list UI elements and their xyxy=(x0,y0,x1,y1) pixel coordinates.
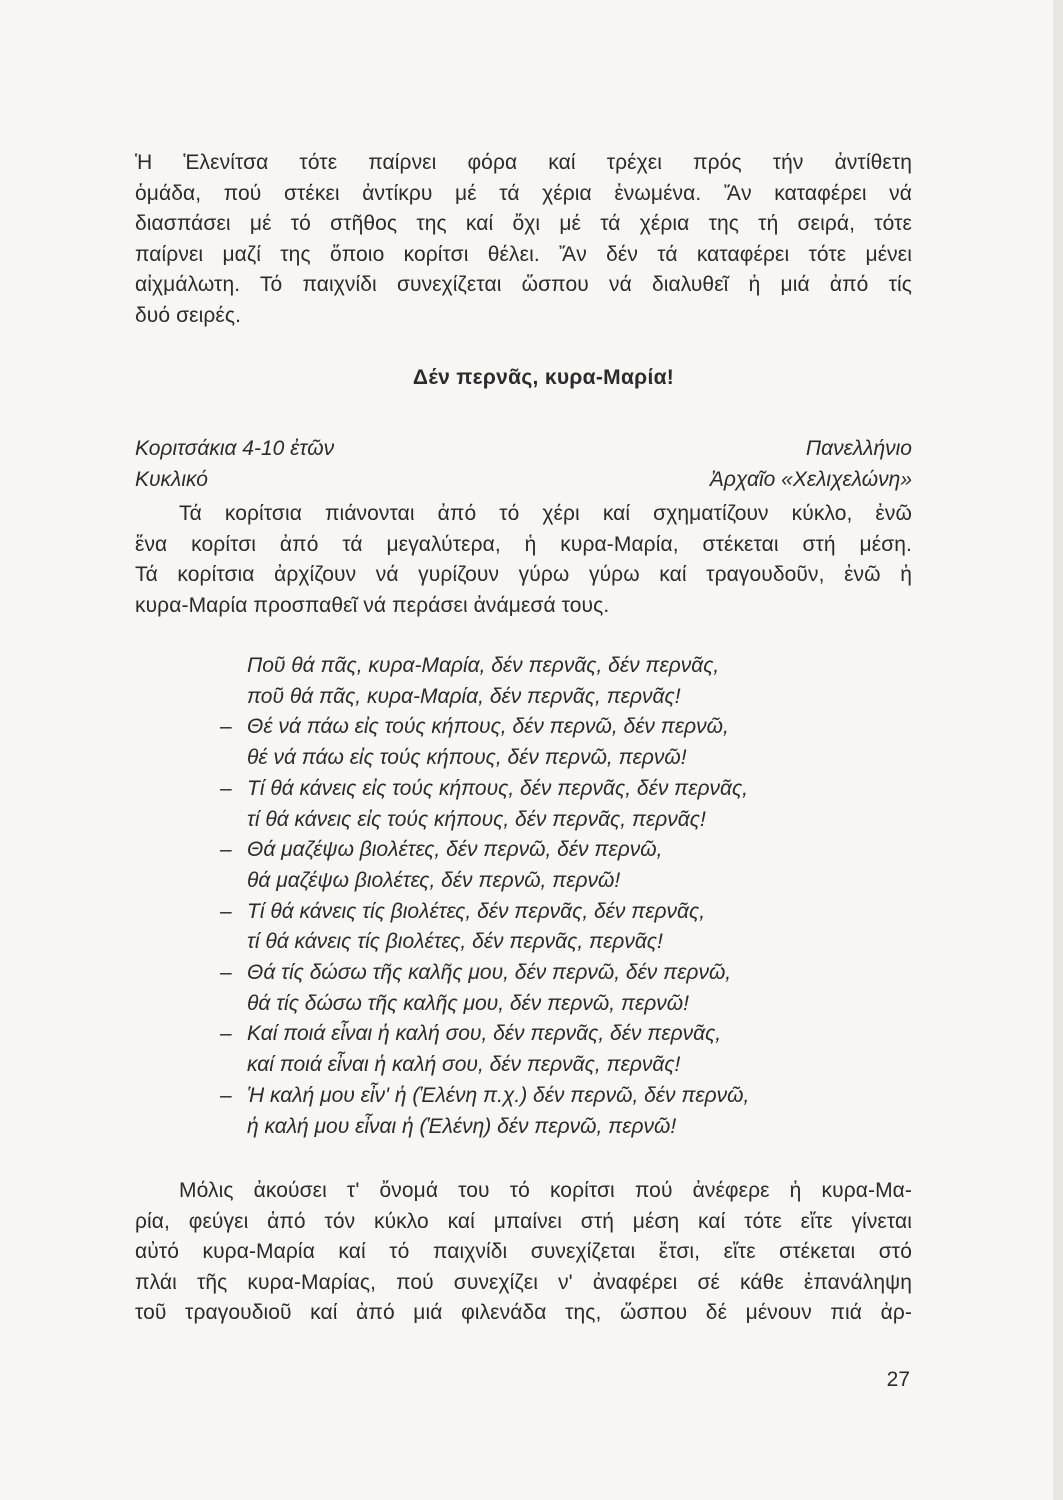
song-lyrics xyxy=(220,651,880,1142)
participants-label: Κοριτσάκια 4-10 ἐτῶν xyxy=(135,437,335,460)
poem-line: ποῦ θά πᾶς, κυρα-Μαρία, δέν περνᾶς, περνᾶς! xyxy=(247,684,681,708)
poem-line: – Θέ νά πάω εἰς τούς κήπους, δέν περνῶ, δέν περνῶ, xyxy=(220,712,880,743)
poem-line: Ποῦ θά πᾶς, κυρα-Μαρία, δέν περνᾶς, δέν περνᾶς, xyxy=(247,654,720,677)
poem-line: ἡ καλή μου εἶναι ἡ (Ἑλένη) δέν περνῶ, περνῶ! xyxy=(247,1114,677,1138)
text-line: Ἡ Ἑλενίτσα τότε παίρνει φόρα καί τρέχει πρός τήν ἀντίθετη xyxy=(135,151,912,174)
poem-line: τί θά κάνεις εἰς τούς κήπους, δέν περνᾶς, περνᾶς! xyxy=(247,807,706,831)
game-title: Δέν περνᾶς, κυρα-Μαρία! xyxy=(412,366,675,389)
text-line: ἕνα κορίτσι ἀπό τά μεγαλύτερα, ἡ κυρα-Μαρία, στέκεται στή μέση. xyxy=(135,532,912,556)
paragraph-continuation xyxy=(135,1176,912,1329)
text-line: πλάι τῆς κυρα-Μαρίας, πού συνεχίζει ν' ἀναφέρει σέ κάθε ἐπανάληψη xyxy=(135,1270,912,1294)
text-line: αὐτό κυρα-Μαρία καί τό παιχνίδι συνεχίζεται ἔτσι, εἴτε στέκεται στό xyxy=(135,1240,912,1263)
poem-line: θά μαζέψω βιολέτες, δέν περνῶ, περνῶ! xyxy=(247,868,621,892)
poem-line: θά τίς δώσω τῆς καλῆς μου, δέν περνῶ, περνῶ! xyxy=(247,991,689,1015)
poem-line: καί ποιά εἶναι ἡ καλή σου, δέν περνᾶς, περνᾶς! xyxy=(247,1053,681,1077)
poem-line: – Θά τίς δώσω τῆς καλῆς μου, δέν περνῶ, δέν περνῶ, xyxy=(220,958,880,989)
poem-line: – Ἡ καλή μου εἶν' ἡ (Ἑλένη π.χ.) δέν περνῶ, δέν περνῶ, xyxy=(220,1081,880,1112)
text-line: Μόλις ἀκούσει τ' ὄνομά του τό κορίτσι πού ἀνέφερε ἡ κυρα-Μα- xyxy=(179,1179,912,1202)
text-line: κυρα-Μαρία προσπαθεῖ νά περάσει ἀνάμεσά τους. xyxy=(135,593,610,617)
ancestry-label: Ἀρχαῖο «Χελιχελώνη» xyxy=(709,468,912,491)
poem-line: – Τί θά κάνεις εἰς τούς κήπους, δέν περνᾶς, δέν περνᾶς, xyxy=(220,774,880,805)
poem-line: – Καί ποιά εἶναι ἡ καλή σου, δέν περνᾶς, δέν περνᾶς, xyxy=(220,1019,880,1050)
poem-line: – Θά μαζέψω βιολέτες, δέν περνῶ, δέν περνῶ, xyxy=(220,835,880,866)
poem-line: τί θά κάνεις τίς βιολέτες, δέν περνᾶς, περνᾶς! xyxy=(247,930,663,954)
poem-line: θέ νά πάω εἰς τούς κήπους, δέν περνῶ, περνῶ! xyxy=(247,746,687,770)
text-line: ὁμάδα, πού στέκει ἀντίκρυ μέ τά χέρια ἑνωμένα. Ἄν καταφέρει νά xyxy=(135,181,912,205)
paragraph-instructions xyxy=(135,499,912,621)
poem-line: – Τί θά κάνεις τίς βιολέτες, δέν περνᾶς, δέν περνᾶς, xyxy=(220,897,880,928)
text-line: διασπάσει μέ τό στῆθος της καί ὄχι μέ τά χέρια της τή σειρά, τότε xyxy=(135,212,912,235)
text-line: τοῦ τραγουδιοῦ καί ἀπό μιά φιλενάδα της, ὥσπου δέ μένουν πιά ἀρ- xyxy=(135,1301,912,1324)
text-line: Τά κορίτσια ἀρχίζουν νά γυρίζουν γύρω γύρω καί τραγουδοῦν, ἐνῶ ἡ xyxy=(135,563,912,586)
page-number: 27 xyxy=(886,1368,910,1391)
formation-label: Κυκλικό xyxy=(135,468,208,491)
paragraph-intro xyxy=(135,148,912,331)
text-line: αἰχμάλωτη. Τό παιχνίδι συνεχίζεται ὥσπου νά διαλυθεῖ ἡ μιά ἀπό τίς xyxy=(135,273,912,296)
text-line: παίρνει μαζί της ὅποιο κορίτσι θέλει. Ἄν δέν τά καταφέρει τότε μένει xyxy=(135,242,912,266)
text-line: Τά κορίτσια πιάνονται ἀπό τό χέρι καί σχηματίζουν κύκλο, ἐνῶ xyxy=(179,502,912,525)
origin-label: Πανελλήνιο xyxy=(805,437,912,460)
text-line: δυό σειρές. xyxy=(135,303,242,327)
text-line: ρία, φεύγει ἀπό τόν κύκλο καί μπαίνει στή μέση καί τότε εἴτε γίνεται xyxy=(135,1209,912,1233)
